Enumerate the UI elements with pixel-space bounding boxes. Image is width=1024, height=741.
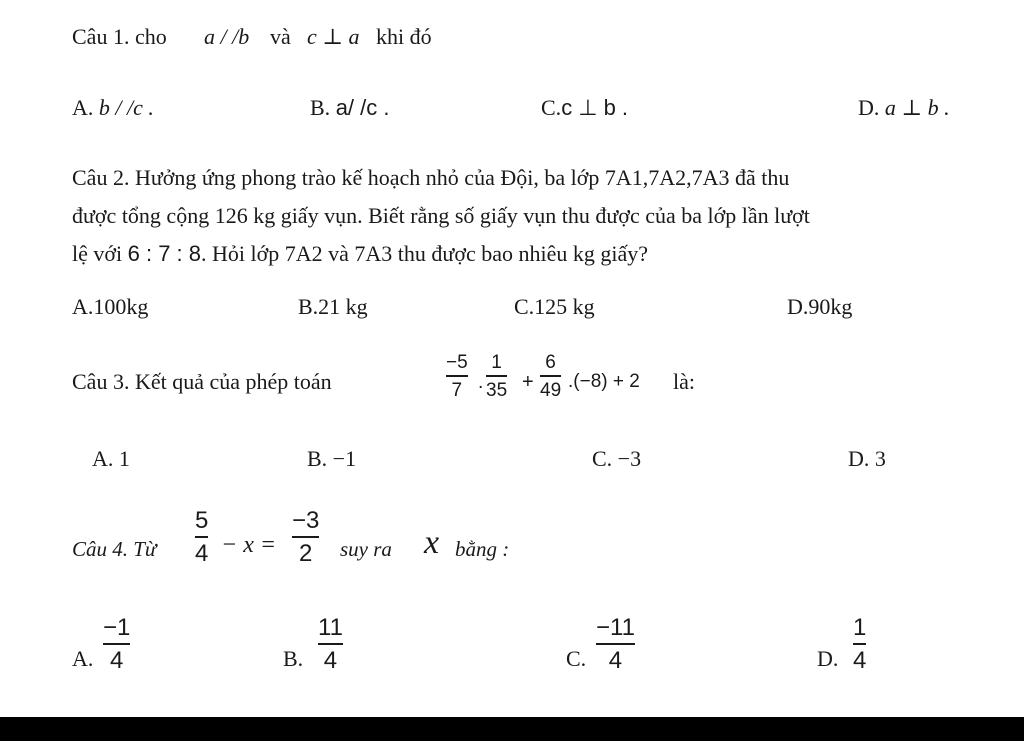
- q4-option-b-label: B.: [283, 646, 304, 671]
- q4-option-c-label: C.: [566, 646, 587, 671]
- q3-tail: .(−8) + 2: [568, 371, 640, 392]
- fraction-bar: [486, 375, 507, 377]
- q2-line-1: Câu 2. Hưởng ứng phong trào kế hoạch nhỏ của Đội, ba lớp 7A1,7A2,7A3 đã thu: [72, 165, 790, 190]
- q1-rel2: c ⊥ a: [307, 24, 360, 49]
- q2-option-a[interactable]: A.100kg: [72, 294, 149, 319]
- q3-option-c[interactable]: C. −3: [592, 446, 642, 471]
- q4-option-b-den: 4: [323, 647, 338, 674]
- q3-fraction-3: [540, 353, 561, 400]
- q4-option-a-num: −1: [103, 614, 131, 641]
- q3-fraction-2: [486, 353, 507, 400]
- q4-option-b-num: 11: [318, 614, 343, 641]
- q1-option-d-label: D.: [858, 95, 880, 120]
- q1-rel1: a / /b: [204, 24, 250, 49]
- q1-option-b-text: a/ /c .: [335, 95, 390, 120]
- q1-option-c[interactable]: [541, 95, 628, 121]
- q3-fraction-2-den: 35: [486, 380, 508, 401]
- q4-option-a-den: 4: [110, 647, 124, 674]
- fraction-bar: [195, 536, 208, 538]
- q3-fraction-3-den: 49: [540, 380, 562, 401]
- q2-option-b[interactable]: B.21 kg: [298, 294, 368, 319]
- q3-fraction-3-num: 6: [545, 352, 556, 373]
- q4-option-d-label: D.: [817, 646, 839, 671]
- q4-option-d-fraction: [853, 616, 866, 673]
- q1-option-c-label: C.: [541, 95, 562, 120]
- q4-suy-ra: suy ra: [340, 537, 392, 561]
- q4-fraction-1-num: 5: [195, 507, 209, 534]
- fraction-bar: [292, 536, 319, 538]
- q4-bang: bằng :: [455, 537, 510, 561]
- q2-line-2: được tổng cộng 126 kg giấy vụn. Biết rằng số giấy vụn thu được của ba lớp lần lượt: [72, 203, 810, 228]
- q1-prefix: Câu 1. cho: [72, 24, 167, 49]
- fraction-bar: [853, 643, 866, 645]
- q4-fraction-1: [195, 509, 208, 566]
- q4-option-a-fraction: [103, 616, 130, 673]
- fraction-bar: [318, 643, 343, 645]
- q3-fraction-1-num: −5: [446, 352, 468, 373]
- q4-fraction-1-den: 4: [195, 540, 209, 567]
- q3-fraction-1: [446, 353, 468, 400]
- q4-option-c-num: −11: [596, 614, 635, 641]
- q1-option-d-text: a ⊥ b .: [884, 95, 950, 120]
- q1-suffix: khi đó: [376, 24, 432, 49]
- q2-line-3-prefix: lệ với: [72, 241, 123, 266]
- q3-fraction-1-den: 7: [451, 380, 463, 401]
- q4-option-d-num: 1: [853, 614, 867, 641]
- q3-fraction-2-num: 1: [491, 352, 502, 373]
- q4-option-c-den: 4: [608, 647, 623, 674]
- q2-line-3: [72, 241, 648, 267]
- q1-option-d[interactable]: [858, 95, 950, 121]
- fraction-bar: [540, 375, 561, 377]
- q3-plus: +: [522, 371, 534, 393]
- fraction-bar: [103, 643, 130, 645]
- q1-option-b[interactable]: [310, 95, 389, 121]
- q3-option-d[interactable]: D. 3: [848, 446, 886, 471]
- q4-fraction-2-den: 2: [299, 540, 313, 567]
- q3-suffix: là:: [673, 369, 695, 394]
- q1-option-a[interactable]: [72, 95, 154, 121]
- q4-option-a-label: A.: [72, 646, 94, 671]
- q4-option-b-fraction: [318, 616, 343, 673]
- bottom-black-bar: [0, 717, 1024, 741]
- q2-option-d[interactable]: D.90kg: [787, 294, 853, 319]
- q4-fraction-2-num: −3: [292, 507, 320, 534]
- q3-dot: .: [478, 372, 484, 393]
- q3-option-b[interactable]: B. −1: [307, 446, 357, 471]
- q4-middle: − x =: [221, 532, 277, 558]
- q4-option-c-fraction: [596, 616, 635, 673]
- q1-va: và: [270, 24, 291, 49]
- q4-prefix: Câu 4. Từ: [72, 537, 157, 561]
- q3-option-a[interactable]: A. 1: [92, 446, 130, 471]
- fraction-bar: [446, 375, 468, 377]
- q4-variable: x: [424, 524, 440, 561]
- q2-line-3-suffix: . Hỏi lớp 7A2 và 7A3 thu được bao nhiêu kg giấy?: [201, 241, 649, 266]
- q2-ratio: 6 : 7 : 8: [127, 241, 202, 266]
- q2-option-c[interactable]: C.125 kg: [514, 294, 595, 319]
- q4-option-d-den: 4: [853, 647, 867, 674]
- q1-option-a-label: A.: [72, 95, 94, 120]
- q1-option-b-label: B.: [310, 95, 331, 120]
- q3-prefix: Câu 3. Kết quả của phép toán: [72, 369, 332, 394]
- fraction-bar: [596, 643, 635, 645]
- q4-fraction-2: [292, 509, 319, 566]
- q1-option-c-text: c ⊥ b .: [561, 95, 629, 120]
- q1-option-a-text: b / /c .: [98, 95, 154, 120]
